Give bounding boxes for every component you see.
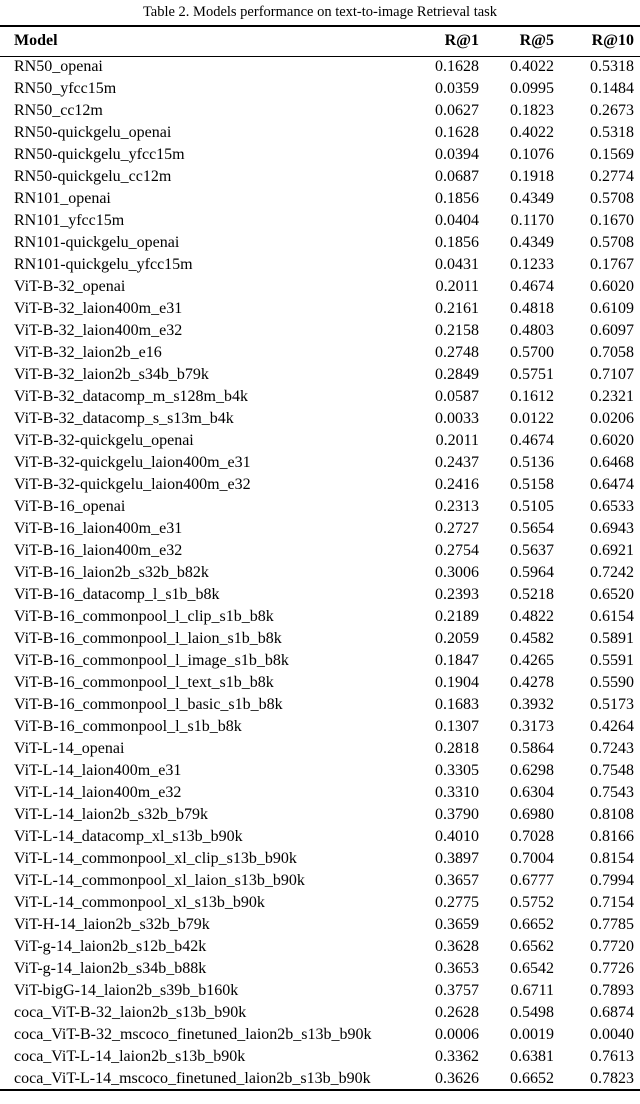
model-name-cell: ViT-B-32_datacomp_s_s13m_b4k: [14, 410, 234, 427]
model-name-cell: RN101-quickgelu_openai: [14, 234, 180, 251]
r-at-5-value-cell: 0.1612: [510, 388, 554, 405]
r-at-5-value-cell: 0.4022: [510, 124, 554, 141]
table-row: [0, 298, 640, 320]
r-at-1-value-cell: 0.3305: [435, 762, 479, 779]
table-row: [0, 232, 640, 254]
r-at-5-value-cell: 0.4822: [510, 608, 554, 625]
table-row: [0, 980, 640, 1002]
model-name-cell: ViT-B-16_datacomp_l_s1b_b8k: [14, 586, 220, 603]
model-name-cell: ViT-B-16_commonpool_l_text_s1b_b8k: [14, 674, 274, 691]
table-row: [0, 474, 640, 496]
r-at-1-value-cell: 0.0687: [435, 168, 479, 185]
model-name-cell: ViT-L-14_laion400m_e32: [14, 784, 182, 801]
r-at-5-value-cell: 0.1918: [510, 168, 554, 185]
r-at-1-value-cell: 0.1856: [435, 190, 479, 207]
column-header-r-at-10: R@10: [591, 32, 634, 50]
r-at-5-value-cell: 0.5105: [510, 498, 554, 515]
r-at-1-value-cell: 0.3362: [435, 1048, 479, 1065]
table-row: [0, 936, 640, 958]
model-name-cell: ViT-B-32_datacomp_m_s128m_b4k: [14, 388, 248, 405]
r-at-5-value-cell: 0.6542: [510, 960, 554, 977]
r-at-5-value-cell: 0.0995: [510, 80, 554, 97]
r-at-1-value-cell: 0.2416: [435, 476, 479, 493]
model-name-cell: ViT-B-16_commonpool_l_laion_s1b_b8k: [14, 630, 282, 647]
r-at-5-value-cell: 0.4674: [510, 278, 554, 295]
model-name-cell: ViT-B-16_laion400m_e32: [14, 542, 183, 559]
model-name-cell: RN50-quickgelu_openai: [14, 124, 172, 141]
r-at-1-value-cell: 0.0431: [435, 256, 479, 273]
model-name-cell: ViT-B-16_laion2b_s32b_b82k: [14, 564, 209, 581]
r-at-1-value-cell: 0.3626: [435, 1069, 479, 1087]
r-at-10-value-cell: 0.2774: [590, 168, 634, 185]
r-at-5-value-cell: 0.0019: [510, 1026, 554, 1043]
table-row: [0, 738, 640, 760]
r-at-10-value-cell: 0.1569: [590, 146, 634, 163]
r-at-10-value-cell: 0.1484: [590, 80, 634, 97]
model-name-cell: ViT-bigG-14_laion2b_s39b_b160k: [14, 982, 239, 999]
table-row: [0, 254, 640, 276]
model-name-cell: ViT-g-14_laion2b_s12b_b42k: [14, 938, 207, 955]
r-at-5-value-cell: 0.4674: [510, 432, 554, 449]
table-row: [0, 958, 640, 980]
r-at-1-value-cell: 0.3790: [435, 806, 479, 823]
model-name-cell: ViT-B-16_laion400m_e31: [14, 520, 183, 537]
r-at-5-value-cell: 0.5637: [510, 542, 554, 559]
r-at-1-value-cell: 0.1904: [435, 674, 479, 691]
r-at-1-value-cell: 0.0006: [435, 1026, 479, 1043]
r-at-1-value-cell: 0.2628: [435, 1004, 479, 1021]
r-at-10-value-cell: 0.8108: [590, 806, 634, 823]
r-at-5-value-cell: 0.1076: [510, 146, 554, 163]
model-name-cell: ViT-g-14_laion2b_s34b_b88k: [14, 960, 207, 977]
table-row: [0, 122, 640, 144]
r-at-5-value-cell: 0.6304: [510, 784, 554, 801]
r-at-10-value-cell: 0.0040: [590, 1026, 634, 1043]
r-at-1-value-cell: 0.2818: [435, 740, 479, 757]
r-at-5-value-cell: 0.5654: [510, 520, 554, 537]
model-name-cell: ViT-H-14_laion2b_s32b_b79k: [14, 916, 210, 933]
r-at-1-value-cell: 0.3310: [435, 784, 479, 801]
model-name-cell: RN50_cc12m: [14, 102, 103, 119]
model-name-cell: ViT-L-14_laion2b_s32b_b79k: [14, 806, 208, 823]
model-name-cell: ViT-B-16_commonpool_l_image_s1b_b8k: [14, 652, 289, 669]
model-name-cell: ViT-B-32-quickgelu_openai: [14, 432, 194, 449]
r-at-5-value-cell: 0.4349: [510, 234, 554, 251]
r-at-10-value-cell: 0.4264: [590, 718, 634, 735]
r-at-1-value-cell: 0.1628: [435, 58, 479, 76]
r-at-10-value-cell: 0.8154: [590, 850, 634, 867]
r-at-1-value-cell: 0.2189: [435, 608, 479, 625]
table-row: [0, 276, 640, 298]
table-row: [0, 1024, 640, 1046]
r-at-10-value-cell: 0.7543: [590, 784, 634, 801]
r-at-10-value-cell: 0.6020: [590, 432, 634, 449]
r-at-5-value-cell: 0.6711: [510, 982, 554, 999]
r-at-10-value-cell: 0.6154: [590, 608, 634, 625]
r-at-5-value-cell: 0.6381: [510, 1048, 554, 1065]
model-name-cell: ViT-B-16_commonpool_l_basic_s1b_b8k: [14, 696, 283, 713]
r-at-5-value-cell: 0.5218: [510, 586, 554, 603]
model-name-cell: ViT-L-14_commonpool_xl_clip_s13b_b90k: [14, 850, 297, 867]
r-at-5-value-cell: 0.6298: [510, 762, 554, 779]
r-at-1-value-cell: 0.2748: [435, 344, 479, 361]
table-row: [0, 606, 640, 628]
r-at-10-value-cell: 0.1767: [590, 256, 634, 273]
table-row: [0, 694, 640, 716]
r-at-1-value-cell: 0.2437: [435, 454, 479, 471]
model-name-cell: ViT-L-14_commonpool_xl_s13b_b90k: [14, 894, 265, 911]
model-name-cell: ViT-B-32-quickgelu_laion400m_e32: [14, 476, 251, 493]
r-at-10-value-cell: 0.7726: [590, 960, 634, 977]
r-at-10-value-cell: 0.0206: [590, 410, 634, 427]
r-at-1-value-cell: 0.0359: [435, 80, 479, 97]
table-row: [0, 166, 640, 188]
model-name-cell: ViT-B-16_commonpool_l_s1b_b8k: [14, 718, 242, 735]
model-name-cell: ViT-B-32-quickgelu_laion400m_e31: [14, 454, 251, 471]
r-at-10-value-cell: 0.6520: [590, 586, 634, 603]
table-row: [0, 782, 640, 804]
model-name-cell: RN101_yfcc15m: [14, 212, 125, 229]
r-at-1-value-cell: 0.0404: [435, 212, 479, 229]
table-row: [0, 562, 640, 584]
r-at-1-value-cell: 0.2011: [435, 278, 479, 295]
r-at-5-value-cell: 0.7028: [510, 828, 554, 845]
r-at-1-value-cell: 0.1856: [435, 234, 479, 251]
model-name-cell: ViT-L-14_commonpool_xl_laion_s13b_b90k: [14, 872, 305, 889]
r-at-10-value-cell: 0.7994: [590, 872, 634, 889]
model-name-cell: coca_ViT-B-32_laion2b_s13b_b90k: [14, 1004, 247, 1021]
r-at-10-value-cell: 0.8166: [590, 828, 634, 845]
r-at-10-value-cell: 0.5318: [590, 58, 634, 76]
table-row: [0, 320, 640, 342]
table-row: [0, 518, 640, 540]
r-at-10-value-cell: 0.5590: [590, 674, 634, 691]
model-name-cell: RN50-quickgelu_yfcc15m: [14, 146, 185, 163]
r-at-5-value-cell: 0.3173: [510, 718, 554, 735]
table-row: [0, 870, 640, 892]
r-at-1-value-cell: 0.3653: [435, 960, 479, 977]
model-name-cell: ViT-B-32_laion2b_s34b_b79k: [14, 366, 209, 383]
model-name-cell: RN50_yfcc15m: [14, 80, 117, 97]
model-name-cell: coca_ViT-B-32_mscoco_finetuned_laion2b_s13b_b90k: [14, 1026, 372, 1043]
table-row: [0, 386, 640, 408]
r-at-10-value-cell: 0.7548: [590, 762, 634, 779]
table-row: [0, 892, 640, 914]
r-at-10-value-cell: 0.6943: [590, 520, 634, 537]
table-row: [0, 1002, 640, 1024]
r-at-10-value-cell: 0.7154: [590, 894, 634, 911]
table-row: [0, 144, 640, 166]
r-at-5-value-cell: 0.5136: [510, 454, 554, 471]
r-at-1-value-cell: 0.1628: [435, 124, 479, 141]
model-name-cell: ViT-B-32_laion2b_e16: [14, 344, 162, 361]
r-at-5-value-cell: 0.4265: [510, 652, 554, 669]
r-at-5-value-cell: 0.5158: [510, 476, 554, 493]
r-at-1-value-cell: 0.2727: [435, 520, 479, 537]
r-at-10-value-cell: 0.7893: [590, 982, 634, 999]
results-table: [0, 25, 640, 1091]
model-name-cell: RN50_openai: [14, 58, 103, 76]
r-at-1-value-cell: 0.2775: [435, 894, 479, 911]
table-row: [0, 56, 640, 78]
r-at-10-value-cell: 0.7107: [590, 366, 634, 383]
r-at-5-value-cell: 0.5751: [510, 366, 554, 383]
table-row: [0, 826, 640, 848]
r-at-5-value-cell: 0.4818: [510, 300, 554, 317]
r-at-1-value-cell: 0.0627: [435, 102, 479, 119]
r-at-1-value-cell: 0.0394: [435, 146, 479, 163]
model-name-cell: ViT-B-32_laion400m_e32: [14, 322, 183, 339]
r-at-1-value-cell: 0.3897: [435, 850, 479, 867]
r-at-5-value-cell: 0.6652: [510, 1069, 554, 1087]
r-at-1-value-cell: 0.2011: [435, 432, 479, 449]
r-at-1-value-cell: 0.1307: [435, 718, 479, 735]
model-name-cell: ViT-L-14_openai: [14, 740, 125, 757]
table-row: [0, 1046, 640, 1068]
r-at-5-value-cell: 0.4582: [510, 630, 554, 647]
model-name-cell: RN101-quickgelu_yfcc15m: [14, 256, 193, 273]
r-at-1-value-cell: 0.3757: [435, 982, 479, 999]
model-name-cell: ViT-L-14_laion400m_e31: [14, 762, 182, 779]
r-at-10-value-cell: 0.7058: [590, 344, 634, 361]
r-at-5-value-cell: 0.3932: [510, 696, 554, 713]
r-at-5-value-cell: 0.5964: [510, 564, 554, 581]
table-row: [0, 584, 640, 606]
column-header-model: Model: [14, 32, 58, 50]
table-row: [0, 848, 640, 870]
model-name-cell: ViT-B-32_laion400m_e31: [14, 300, 183, 317]
model-name-cell: ViT-B-16_openai: [14, 498, 126, 515]
table-row: [0, 1068, 640, 1090]
r-at-1-value-cell: 0.2849: [435, 366, 479, 383]
model-name-cell: RN50-quickgelu_cc12m: [14, 168, 172, 185]
table-row: [0, 672, 640, 694]
table-row: [0, 760, 640, 782]
model-name-cell: ViT-B-16_commonpool_l_clip_s1b_b8k: [14, 608, 274, 625]
model-name-cell: RN101_openai: [14, 190, 111, 207]
r-at-10-value-cell: 0.6020: [590, 278, 634, 295]
r-at-1-value-cell: 0.2158: [435, 322, 479, 339]
r-at-1-value-cell: 0.4010: [435, 828, 479, 845]
r-at-10-value-cell: 0.7243: [590, 740, 634, 757]
r-at-1-value-cell: 0.2313: [435, 498, 479, 515]
model-name-cell: ViT-L-14_datacomp_xl_s13b_b90k: [14, 828, 243, 845]
r-at-10-value-cell: 0.6474: [590, 476, 634, 493]
table-row: [0, 78, 640, 100]
table-body: [0, 56, 640, 1090]
table-row: [0, 452, 640, 474]
table-row: [0, 430, 640, 452]
model-name-cell: ViT-B-32_openai: [14, 278, 126, 295]
model-name-cell: coca_ViT-L-14_mscoco_finetuned_laion2b_s13b_b90k: [14, 1069, 371, 1087]
r-at-5-value-cell: 0.5700: [510, 344, 554, 361]
r-at-1-value-cell: 0.3659: [435, 916, 479, 933]
r-at-5-value-cell: 0.6777: [510, 872, 554, 889]
table-row: [0, 100, 640, 122]
r-at-10-value-cell: 0.6109: [590, 300, 634, 317]
r-at-10-value-cell: 0.2321: [590, 388, 634, 405]
r-at-1-value-cell: 0.1847: [435, 652, 479, 669]
r-at-10-value-cell: 0.5318: [590, 124, 634, 141]
r-at-1-value-cell: 0.1683: [435, 696, 479, 713]
r-at-10-value-cell: 0.1670: [590, 212, 634, 229]
r-at-5-value-cell: 0.1170: [510, 212, 554, 229]
column-header-r-at-5: R@5: [519, 32, 554, 50]
r-at-10-value-cell: 0.6533: [590, 498, 634, 515]
r-at-1-value-cell: 0.2059: [435, 630, 479, 647]
table-row: [0, 914, 640, 936]
r-at-5-value-cell: 0.4803: [510, 322, 554, 339]
r-at-5-value-cell: 0.0122: [510, 410, 554, 427]
table-header: [0, 26, 640, 56]
r-at-10-value-cell: 0.7785: [590, 916, 634, 933]
table-row: [0, 716, 640, 738]
r-at-5-value-cell: 0.7004: [510, 850, 554, 867]
r-at-5-value-cell: 0.5498: [510, 1004, 554, 1021]
r-at-5-value-cell: 0.4349: [510, 190, 554, 207]
r-at-10-value-cell: 0.5708: [590, 234, 634, 251]
table-row: [0, 540, 640, 562]
r-at-10-value-cell: 0.2673: [590, 102, 634, 119]
r-at-5-value-cell: 0.1823: [510, 102, 554, 119]
r-at-10-value-cell: 0.7823: [590, 1069, 634, 1087]
model-name-cell: coca_ViT-L-14_laion2b_s13b_b90k: [14, 1048, 246, 1065]
table-row: [0, 210, 640, 232]
r-at-5-value-cell: 0.4022: [510, 58, 554, 76]
r-at-5-value-cell: 0.6652: [510, 916, 554, 933]
r-at-10-value-cell: 0.5708: [590, 190, 634, 207]
table-caption: Table 2. Models performance on text-to-image Retrieval task: [142, 4, 498, 20]
r-at-10-value-cell: 0.6874: [590, 1004, 634, 1021]
r-at-1-value-cell: 0.3628: [435, 938, 479, 955]
r-at-5-value-cell: 0.5752: [510, 894, 554, 911]
table-row: [0, 804, 640, 826]
table-row: [0, 650, 640, 672]
r-at-10-value-cell: 0.5173: [590, 696, 634, 713]
r-at-5-value-cell: 0.6980: [510, 806, 554, 823]
r-at-1-value-cell: 0.0587: [435, 388, 479, 405]
table-row: [0, 408, 640, 430]
r-at-10-value-cell: 0.7242: [590, 564, 634, 581]
r-at-10-value-cell: 0.6468: [590, 454, 634, 471]
r-at-1-value-cell: 0.2754: [435, 542, 479, 559]
r-at-10-value-cell: 0.7720: [590, 938, 634, 955]
table-row: [0, 188, 640, 210]
r-at-10-value-cell: 0.7613: [590, 1048, 634, 1065]
table-row: [0, 628, 640, 650]
header-row: [0, 26, 640, 56]
r-at-10-value-cell: 0.6097: [590, 322, 634, 339]
r-at-10-value-cell: 0.6921: [590, 542, 634, 559]
table-row: [0, 364, 640, 386]
r-at-5-value-cell: 0.5864: [510, 740, 554, 757]
r-at-1-value-cell: 0.3657: [435, 872, 479, 889]
table-row: [0, 342, 640, 364]
r-at-1-value-cell: 0.3006: [435, 564, 479, 581]
r-at-10-value-cell: 0.5891: [590, 630, 634, 647]
r-at-5-value-cell: 0.4278: [510, 674, 554, 691]
r-at-1-value-cell: 0.0033: [435, 410, 479, 427]
r-at-10-value-cell: 0.5591: [590, 652, 634, 669]
r-at-5-value-cell: 0.6562: [510, 938, 554, 955]
column-header-r-at-1: R@1: [444, 32, 479, 50]
table-row: [0, 496, 640, 518]
r-at-1-value-cell: 0.2161: [435, 300, 479, 317]
r-at-1-value-cell: 0.2393: [435, 586, 479, 603]
r-at-5-value-cell: 0.1233: [510, 256, 554, 273]
